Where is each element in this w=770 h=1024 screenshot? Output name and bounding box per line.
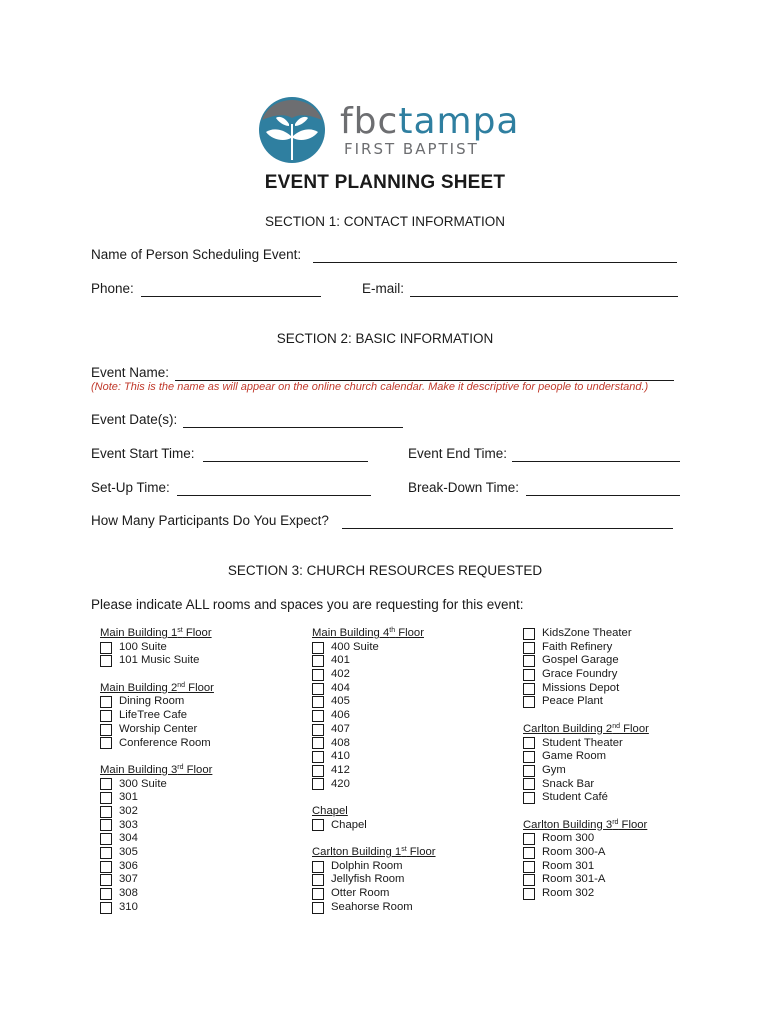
room-item[interactable] [523,627,723,641]
start-time-label: Event Start Time: [91,446,195,461]
room-item[interactable] [523,791,723,805]
room-label: Student Theater [542,736,623,749]
room-item[interactable] [523,641,723,655]
event-dates-label: Event Date(s): [91,412,178,427]
room-item[interactable] [312,778,512,792]
name-field[interactable] [313,262,677,263]
room-checkbox[interactable] [312,724,324,736]
room-item[interactable] [312,860,512,874]
room-item[interactable] [100,846,300,860]
room-checkbox[interactable] [523,655,535,667]
logo-mark-icon [258,96,326,164]
group-title: Carlton Building 2 [523,722,613,735]
room-item[interactable] [523,737,723,751]
group-title: Main Building 4 [312,627,390,639]
room-checkbox[interactable] [100,847,112,859]
room-item[interactable] [100,654,300,668]
fbctampa-logo [258,96,518,168]
room-label: Room 300-A [542,846,606,858]
room-item[interactable] [100,791,300,805]
room-checkbox[interactable] [312,642,324,654]
room-item[interactable] [100,805,300,819]
room-item[interactable] [523,860,723,874]
section2-heading: SECTION 2: BASIC INFORMATION [276,331,494,346]
logo-word-tampa: tampa [398,101,520,142]
room-item[interactable] [100,709,300,723]
room-item[interactable] [523,832,723,846]
room-label: Room 301 [542,859,595,872]
room-label: 402 [331,668,350,681]
room-label: 400 Suite [331,640,379,653]
room-label: Gospel Garage [542,654,619,667]
room-label: Dining Room [119,695,185,708]
room-item[interactable] [100,695,300,709]
room-label: Chapel [331,818,367,831]
room-checkbox[interactable] [312,778,324,790]
room-item[interactable] [100,832,300,846]
section3-heading: SECTION 3: CHURCH RESOURCES REQUESTED [227,563,543,578]
room-item[interactable] [312,737,512,751]
group-carlton-building-2nd-floor [523,723,723,737]
room-item[interactable] [100,819,300,833]
breakdown-time-label: Break-Down Time: [408,480,520,495]
room-checkbox[interactable] [100,902,112,914]
room-item[interactable] [100,887,300,901]
group-title-sup: st [177,627,183,634]
room-label: 302 [119,804,138,817]
room-checkbox[interactable] [100,724,112,736]
group-title: Carlton Building 3 [523,818,613,831]
participants-field[interactable] [342,528,673,529]
room-label: 101 Music Suite [119,654,200,667]
room-checkbox[interactable] [100,642,112,654]
group-carlton-building-1st-floor [312,846,512,860]
room-checkbox[interactable] [312,737,324,749]
room-item[interactable] [312,695,512,709]
room-label: Student Café [542,791,608,804]
rooms-column-3 [523,627,723,901]
room-checkbox[interactable] [100,655,112,667]
room-checkbox[interactable] [100,778,112,790]
room-checkbox[interactable] [312,888,324,900]
room-checkbox[interactable] [523,792,535,804]
setup-time-label: Set-Up Time: [91,480,170,495]
group-main-building-2nd-floor [100,682,300,696]
room-checkbox[interactable] [312,696,324,708]
room-label: 308 [119,887,138,900]
room-checkbox[interactable] [312,902,324,914]
room-label: Faith Refinery [542,640,613,653]
group-carlton-building-3rd-floor [523,819,723,833]
room-item[interactable] [312,654,512,668]
room-label: Room 301-A [542,873,606,886]
room-label: 303 [119,818,138,831]
room-item[interactable] [523,887,723,901]
setup-time-field[interactable] [177,495,371,496]
phone-label: Phone: [91,281,134,296]
room-label: Jellyfish Room [331,873,405,886]
room-checkbox[interactable] [100,710,112,722]
email-label: E-mail: [362,281,405,296]
group-title-suffix: Floor [406,846,436,858]
room-label: KidsZone Theater [542,627,632,639]
event-dates-field[interactable] [183,427,403,428]
logo-subtitle: FIRST BAPTIST [344,140,479,158]
room-checkbox[interactable] [100,696,112,708]
room-label: 404 [331,681,350,694]
participants-label: How Many Participants Do You Expect? [91,513,329,528]
room-label: Otter Room [331,887,390,900]
room-checkbox[interactable] [312,819,324,831]
room-checkbox[interactable] [100,819,112,831]
group-title: Carlton Building 1 [312,846,402,858]
room-label: Room 302 [542,887,595,900]
group-main-building-4th-floor [312,627,512,641]
room-item[interactable] [100,873,300,887]
room-item[interactable] [523,654,723,668]
room-checkbox[interactable] [100,888,112,900]
room-item[interactable] [100,737,300,751]
group-title-suffix: Floor [618,818,648,831]
logo-wordmark [340,102,519,142]
room-label: Grace Foundry [542,668,618,681]
group-main-building-1st-floor [100,627,300,641]
room-item[interactable] [100,723,300,737]
event-name-note: (Note: This is the name as will appear on the online church calendar. Make it descriptive for people to understand.) [91,381,649,393]
event-name-label: Event Name: [91,365,170,380]
rooms-column-2 [312,627,512,914]
room-checkbox[interactable] [312,861,324,873]
room-label: Gym [542,763,566,776]
room-label: Room 300 [542,832,595,845]
room-item[interactable] [100,860,300,874]
room-item[interactable] [312,819,512,833]
room-label: Peace Plant [542,695,603,708]
room-label: 306 [119,859,138,872]
room-label: 305 [119,846,138,858]
room-label: Dolphin Room [331,859,403,872]
room-item[interactable] [312,682,512,696]
group-title-suffix: Floor [619,722,649,735]
room-checkbox[interactable] [100,874,112,886]
room-label: 420 [331,777,350,790]
room-checkbox[interactable] [523,628,535,640]
room-label: 300 Suite [119,777,167,790]
room-label: 405 [331,695,350,708]
group-title-suffix: Floor [395,627,424,639]
room-item[interactable] [312,873,512,887]
group-title: Main Building 3 [100,763,178,776]
room-checkbox[interactable] [312,669,324,681]
room-checkbox[interactable] [100,806,112,818]
room-label: Worship Center [119,722,198,735]
room-item[interactable] [523,778,723,792]
room-label: 410 [331,750,350,763]
room-checkbox[interactable] [312,874,324,886]
rooms-intro: Please indicate ALL rooms and spaces you are requesting for this event: [91,597,524,612]
room-label: Game Room [542,750,607,763]
room-checkbox[interactable] [523,861,535,873]
room-checkbox[interactable] [523,833,535,845]
room-checkbox[interactable] [523,642,535,654]
group-main-building-3rd-floor [100,764,300,778]
group-title: Main Building 2 [100,681,178,694]
room-item[interactable] [523,750,723,764]
phone-field[interactable] [141,296,321,297]
section1-heading: SECTION 1: CONTACT INFORMATION [264,214,505,229]
room-label: Conference Room [119,736,211,749]
room-checkbox[interactable] [523,765,535,777]
room-item[interactable] [523,682,723,696]
room-label: 401 [331,654,350,667]
room-item[interactable] [523,668,723,682]
room-checkbox[interactable] [523,874,535,886]
room-item[interactable] [100,778,300,792]
room-checkbox[interactable] [312,655,324,667]
room-item[interactable] [312,901,512,915]
room-item[interactable] [100,641,300,655]
room-label: 406 [331,709,350,722]
room-label: Seahorse Room [331,900,413,913]
group-title-sup: th [389,627,396,634]
room-label: Snack Bar [542,777,595,790]
room-checkbox[interactable] [523,669,535,681]
room-item[interactable] [523,873,723,887]
room-item[interactable] [312,750,512,764]
room-checkbox[interactable] [523,888,535,900]
room-label: 412 [331,763,350,776]
room-item[interactable] [523,846,723,860]
room-label: 307 [119,873,138,886]
room-checkbox[interactable] [523,778,535,790]
group-title-sup: rd [177,763,184,771]
room-checkbox[interactable] [312,765,324,777]
end-time-label: Event End Time: [408,446,508,461]
group-title-suffix: Floor [182,627,212,639]
name-label: Name of Person Scheduling Event: [91,247,302,262]
room-label: 100 Suite [119,640,167,653]
breakdown-time-field[interactable] [526,495,680,496]
room-checkbox[interactable] [100,861,112,873]
room-checkbox[interactable] [523,696,535,708]
room-checkbox[interactable] [312,710,324,722]
room-item[interactable] [312,668,512,682]
room-checkbox[interactable] [523,737,535,749]
room-item[interactable] [312,709,512,723]
room-item[interactable] [523,764,723,778]
start-time-field[interactable] [203,461,368,462]
group-title-sup: nd [177,681,186,689]
room-item[interactable] [100,901,300,915]
room-label: LifeTree Cafe [119,709,188,722]
room-label: 408 [331,736,350,749]
rooms-column-1 [100,627,300,914]
room-checkbox[interactable] [100,792,112,804]
group-title-sup: rd [612,818,619,826]
group-chapel: Chapel [312,804,348,817]
group-title-sup: st [401,846,407,853]
room-label: 407 [331,722,350,735]
group-title: Main Building 1 [100,627,178,639]
group-title-suffix: Floor [185,681,214,694]
room-checkbox[interactable] [523,683,535,695]
logo-word-fbc: fbc [340,101,399,142]
room-label: Missions Depot [542,681,620,694]
room-label: 301 [119,791,138,804]
room-checkbox[interactable] [100,737,112,749]
room-item[interactable] [312,641,512,655]
room-item[interactable] [312,723,512,737]
email-field[interactable] [410,296,678,297]
room-item[interactable] [312,764,512,778]
room-checkbox[interactable] [100,833,112,845]
room-item[interactable] [523,695,723,709]
room-label: 304 [119,832,138,845]
room-checkbox[interactable] [523,847,535,859]
room-label: 310 [119,900,138,913]
room-checkbox[interactable] [312,751,324,763]
group-title-sup: nd [612,722,620,730]
document-title: EVENT PLANNING SHEET [264,172,506,193]
room-checkbox[interactable] [523,751,535,763]
end-time-field[interactable] [512,461,680,462]
room-item[interactable] [312,887,512,901]
group-title-suffix: Floor [183,763,213,776]
room-checkbox[interactable] [312,683,324,695]
